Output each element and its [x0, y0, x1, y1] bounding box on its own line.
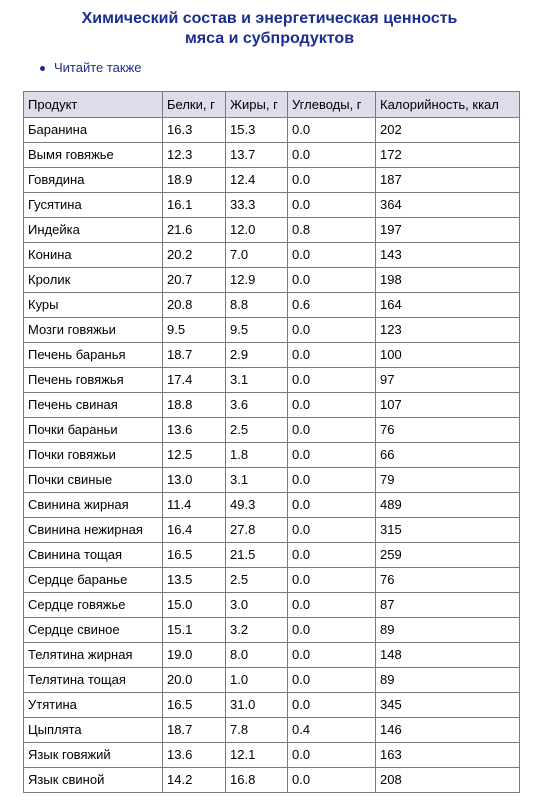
cell-fat: 13.7: [226, 143, 288, 168]
cell-fat: 8.0: [226, 643, 288, 668]
cell-carbs: 0.0: [288, 468, 376, 493]
cell-product: Печень свиная: [24, 393, 163, 418]
cell-calories: 146: [376, 718, 520, 743]
cell-fat: 49.3: [226, 493, 288, 518]
see-also-link[interactable]: Читайте также: [54, 60, 142, 75]
cell-calories: 364: [376, 193, 520, 218]
cell-calories: 163: [376, 743, 520, 768]
table-row: [24, 268, 520, 293]
cell-product: Гусятина: [24, 193, 163, 218]
cell-fat: 15.3: [226, 118, 288, 143]
cell-fat: 3.2: [226, 618, 288, 643]
cell-protein: 16.4: [163, 518, 226, 543]
cell-carbs: 0.0: [288, 693, 376, 718]
cell-protein: 16.5: [163, 693, 226, 718]
cell-product: Цыплята: [24, 718, 163, 743]
cell-calories: 66: [376, 443, 520, 468]
cell-protein: 16.1: [163, 193, 226, 218]
cell-protein: 12.3: [163, 143, 226, 168]
cell-calories: 345: [376, 693, 520, 718]
cell-carbs: 0.0: [288, 668, 376, 693]
cell-calories: 208: [376, 768, 520, 793]
column-header-protein: Белки, г: [163, 92, 226, 118]
table-row: [24, 443, 520, 468]
cell-protein: 13.5: [163, 568, 226, 593]
cell-calories: 97: [376, 368, 520, 393]
cell-fat: 31.0: [226, 693, 288, 718]
cell-carbs: 0.0: [288, 543, 376, 568]
cell-protein: 13.6: [163, 418, 226, 443]
cell-fat: 2.5: [226, 418, 288, 443]
column-header-product: Продукт: [24, 92, 163, 118]
cell-calories: 100: [376, 343, 520, 368]
cell-protein: 17.4: [163, 368, 226, 393]
table-row: [24, 618, 520, 643]
cell-product: Утятина: [24, 693, 163, 718]
cell-product: Печень баранья: [24, 343, 163, 368]
cell-protein: 15.1: [163, 618, 226, 643]
cell-calories: 198: [376, 268, 520, 293]
cell-fat: 3.6: [226, 393, 288, 418]
table-body: [24, 118, 520, 793]
cell-carbs: 0.0: [288, 443, 376, 468]
cell-protein: 18.9: [163, 168, 226, 193]
cell-calories: 89: [376, 618, 520, 643]
table-row: [24, 543, 520, 568]
cell-fat: 8.8: [226, 293, 288, 318]
cell-calories: 164: [376, 293, 520, 318]
table-row: [24, 593, 520, 618]
table-row: [24, 118, 520, 143]
page-title: [0, 9, 539, 49]
nutrition-table: [23, 91, 520, 793]
cell-fat: 16.8: [226, 768, 288, 793]
table-row: [24, 243, 520, 268]
cell-product: Куры: [24, 293, 163, 318]
cell-product: Телятина жирная: [24, 643, 163, 668]
cell-product: Говядина: [24, 168, 163, 193]
column-header-carbs: Углеводы, г: [288, 92, 376, 118]
cell-carbs: 0.0: [288, 643, 376, 668]
cell-product: Свинина тощая: [24, 543, 163, 568]
cell-calories: 143: [376, 243, 520, 268]
see-also-list-item: [40, 60, 142, 76]
cell-product: Почки свиные: [24, 468, 163, 493]
cell-product: Язык свиной: [24, 768, 163, 793]
cell-protein: 16.3: [163, 118, 226, 143]
cell-fat: 1.0: [226, 668, 288, 693]
table-row: [24, 568, 520, 593]
table-row: [24, 193, 520, 218]
table-row: [24, 393, 520, 418]
cell-product: Сердце баранье: [24, 568, 163, 593]
cell-calories: 123: [376, 318, 520, 343]
cell-product: Сердце свиное: [24, 618, 163, 643]
cell-carbs: 0.0: [288, 618, 376, 643]
cell-calories: 187: [376, 168, 520, 193]
cell-protein: 13.6: [163, 743, 226, 768]
cell-product: Телятина тощая: [24, 668, 163, 693]
cell-fat: 3.1: [226, 468, 288, 493]
cell-fat: 7.8: [226, 718, 288, 743]
cell-product: Язык говяжий: [24, 743, 163, 768]
cell-fat: 21.5: [226, 543, 288, 568]
cell-protein: 19.0: [163, 643, 226, 668]
cell-protein: 14.2: [163, 768, 226, 793]
cell-calories: 79: [376, 468, 520, 493]
table-row: [24, 318, 520, 343]
cell-fat: 33.3: [226, 193, 288, 218]
column-header-calories: Калорийность, ккал: [376, 92, 520, 118]
cell-carbs: 0.0: [288, 193, 376, 218]
cell-fat: 3.1: [226, 368, 288, 393]
cell-carbs: 0.4: [288, 718, 376, 743]
table-row: [24, 643, 520, 668]
cell-product: Конина: [24, 243, 163, 268]
cell-protein: 20.0: [163, 668, 226, 693]
table-row: [24, 293, 520, 318]
cell-fat: 2.9: [226, 343, 288, 368]
cell-carbs: 0.0: [288, 768, 376, 793]
table-header-row: [24, 92, 520, 118]
cell-carbs: 0.0: [288, 393, 376, 418]
cell-carbs: 0.0: [288, 318, 376, 343]
table-row: [24, 343, 520, 368]
cell-protein: 20.7: [163, 268, 226, 293]
cell-fat: 7.0: [226, 243, 288, 268]
cell-calories: 148: [376, 643, 520, 668]
cell-product: Мозги говяжьи: [24, 318, 163, 343]
cell-calories: 89: [376, 668, 520, 693]
cell-product: Свинина жирная: [24, 493, 163, 518]
cell-protein: 15.0: [163, 593, 226, 618]
cell-protein: 20.2: [163, 243, 226, 268]
cell-carbs: 0.0: [288, 343, 376, 368]
cell-calories: 76: [376, 418, 520, 443]
cell-calories: 202: [376, 118, 520, 143]
cell-calories: 489: [376, 493, 520, 518]
cell-product: Печень говяжья: [24, 368, 163, 393]
cell-product: Индейка: [24, 218, 163, 243]
cell-carbs: 0.0: [288, 418, 376, 443]
page-title-line-1: Химический состав и энергетическая ценность: [81, 10, 458, 27]
table-row: [24, 518, 520, 543]
cell-carbs: 0.0: [288, 493, 376, 518]
cell-carbs: 0.0: [288, 743, 376, 768]
cell-protein: 20.8: [163, 293, 226, 318]
cell-calories: 76: [376, 568, 520, 593]
bullet-icon: [40, 66, 45, 71]
cell-protein: 16.5: [163, 543, 226, 568]
cell-fat: 12.9: [226, 268, 288, 293]
cell-fat: 3.0: [226, 593, 288, 618]
cell-carbs: 0.0: [288, 143, 376, 168]
cell-calories: 107: [376, 393, 520, 418]
cell-product: Кролик: [24, 268, 163, 293]
table-row: [24, 468, 520, 493]
cell-fat: 9.5: [226, 318, 288, 343]
cell-fat: 27.8: [226, 518, 288, 543]
cell-fat: 12.0: [226, 218, 288, 243]
column-header-fat: Жиры, г: [226, 92, 288, 118]
cell-product: Баранина: [24, 118, 163, 143]
cell-product: Почки говяжьи: [24, 443, 163, 468]
cell-fat: 12.4: [226, 168, 288, 193]
cell-fat: 1.8: [226, 443, 288, 468]
cell-carbs: 0.6: [288, 293, 376, 318]
cell-product: Почки бараньи: [24, 418, 163, 443]
cell-carbs: 0.8: [288, 218, 376, 243]
table-row: [24, 668, 520, 693]
table-row: [24, 418, 520, 443]
cell-fat: 2.5: [226, 568, 288, 593]
cell-protein: 11.4: [163, 493, 226, 518]
page-title-line-2: мяса и субпродуктов: [184, 30, 355, 47]
cell-calories: 172: [376, 143, 520, 168]
cell-calories: 259: [376, 543, 520, 568]
cell-protein: 12.5: [163, 443, 226, 468]
table-row: [24, 743, 520, 768]
table-row: [24, 768, 520, 793]
cell-product: Свинина нежирная: [24, 518, 163, 543]
table-row: [24, 718, 520, 743]
cell-protein: 9.5: [163, 318, 226, 343]
cell-protein: 18.8: [163, 393, 226, 418]
cell-carbs: 0.0: [288, 368, 376, 393]
cell-protein: 21.6: [163, 218, 226, 243]
cell-calories: 315: [376, 518, 520, 543]
table-row: [24, 143, 520, 168]
cell-protein: 18.7: [163, 343, 226, 368]
cell-carbs: 0.0: [288, 593, 376, 618]
cell-calories: 197: [376, 218, 520, 243]
cell-protein: 13.0: [163, 468, 226, 493]
table-row: [24, 493, 520, 518]
cell-protein: 18.7: [163, 718, 226, 743]
cell-fat: 12.1: [226, 743, 288, 768]
cell-carbs: 0.0: [288, 518, 376, 543]
table-row: [24, 168, 520, 193]
cell-product: Сердце говяжье: [24, 593, 163, 618]
cell-carbs: 0.0: [288, 268, 376, 293]
cell-carbs: 0.0: [288, 243, 376, 268]
cell-carbs: 0.0: [288, 568, 376, 593]
table-row: [24, 693, 520, 718]
cell-product: Вымя говяжье: [24, 143, 163, 168]
cell-carbs: 0.0: [288, 168, 376, 193]
table-row: [24, 368, 520, 393]
cell-carbs: 0.0: [288, 118, 376, 143]
table-row: [24, 218, 520, 243]
cell-calories: 87: [376, 593, 520, 618]
